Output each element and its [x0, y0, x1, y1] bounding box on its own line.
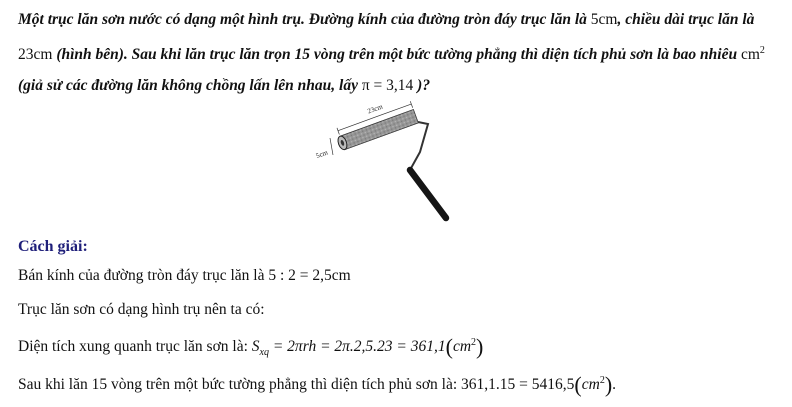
paint-roller-figure [300, 100, 460, 225]
diameter-label: 5cm [314, 148, 329, 161]
lateral-area-unit: cm [452, 338, 472, 355]
lateral-area-symbol: S [251, 338, 260, 355]
painted-area-math: 361,1.15 = 5416,5 [461, 376, 575, 393]
length-value: 23cm [18, 46, 53, 64]
lateral-area-subscript: xq [259, 347, 269, 359]
lateral-area-unit-exp: 2 [471, 336, 477, 348]
problem-text-2: , chiều dài trục lăn là [617, 11, 755, 28]
problem-text-3: (hình bên). Sau khi lăn trục lăn trọn 15 vòng trên một bức tường phẳng thì diện tích phủ sơn là bao nhiêu [52, 46, 741, 64]
solution-line-4: Sau khi lăn 15 vòng trên một bức tường phẳng thì diện tích phủ sơn là: $361,1.15 = 5416,5(cm^2)$. [18, 372, 617, 397]
length-label: 23cm [366, 102, 384, 116]
solution-line-1 [18, 267, 351, 285]
roller-handle [410, 170, 446, 218]
lateral-area-math: = 2πrh = 2π.2,5.23 = 361,1 [268, 338, 446, 355]
diameter-value: 5cm [590, 11, 618, 28]
painted-area-unit-exp: 2 [599, 374, 605, 386]
solution-line-3: Diện tích xung quanh trục lăn sơn là: $S_{xq} = 2\pi rh = 2\pi.2,5.23 = 361,1(cm^2)$ [18, 334, 484, 359]
solution-line-2: Trục lăn sơn có dạng hình trụ nên ta có: [18, 301, 265, 318]
painted-area-unit: cm [581, 376, 600, 393]
problem-statement [18, 4, 778, 101]
area-unit-base: cm [740, 46, 760, 64]
radius-math: 5 : 2 = 2,5cm [268, 267, 351, 284]
radius-text: Bán kính của đường tròn đáy trục lăn là [18, 267, 269, 284]
area-unit-exponent: 2 [759, 45, 765, 56]
pi-value: π = 3,14 [361, 77, 414, 95]
lateral-area-text: Diện tích xung quanh trục lăn sơn là: [18, 338, 252, 355]
solution-title: Cách giải: [18, 238, 88, 255]
painted-area-text: Sau khi lăn 15 vòng trên một bức tường phẳng thì diện tích phủ sơn là: [18, 376, 462, 393]
roller-frame [410, 122, 428, 170]
area-unit [741, 46, 765, 63]
problem-text-1: Một trục lăn sơn nước có dạng một hình trụ. Đường kính của đường tròn đáy trục lăn là [18, 11, 591, 28]
problem-text-5: )? [413, 77, 431, 95]
problem-text-4: (giả sử các đường lăn không chồng lấn lên nhau, lấy [18, 77, 362, 95]
painted-area-end: . [612, 376, 617, 393]
